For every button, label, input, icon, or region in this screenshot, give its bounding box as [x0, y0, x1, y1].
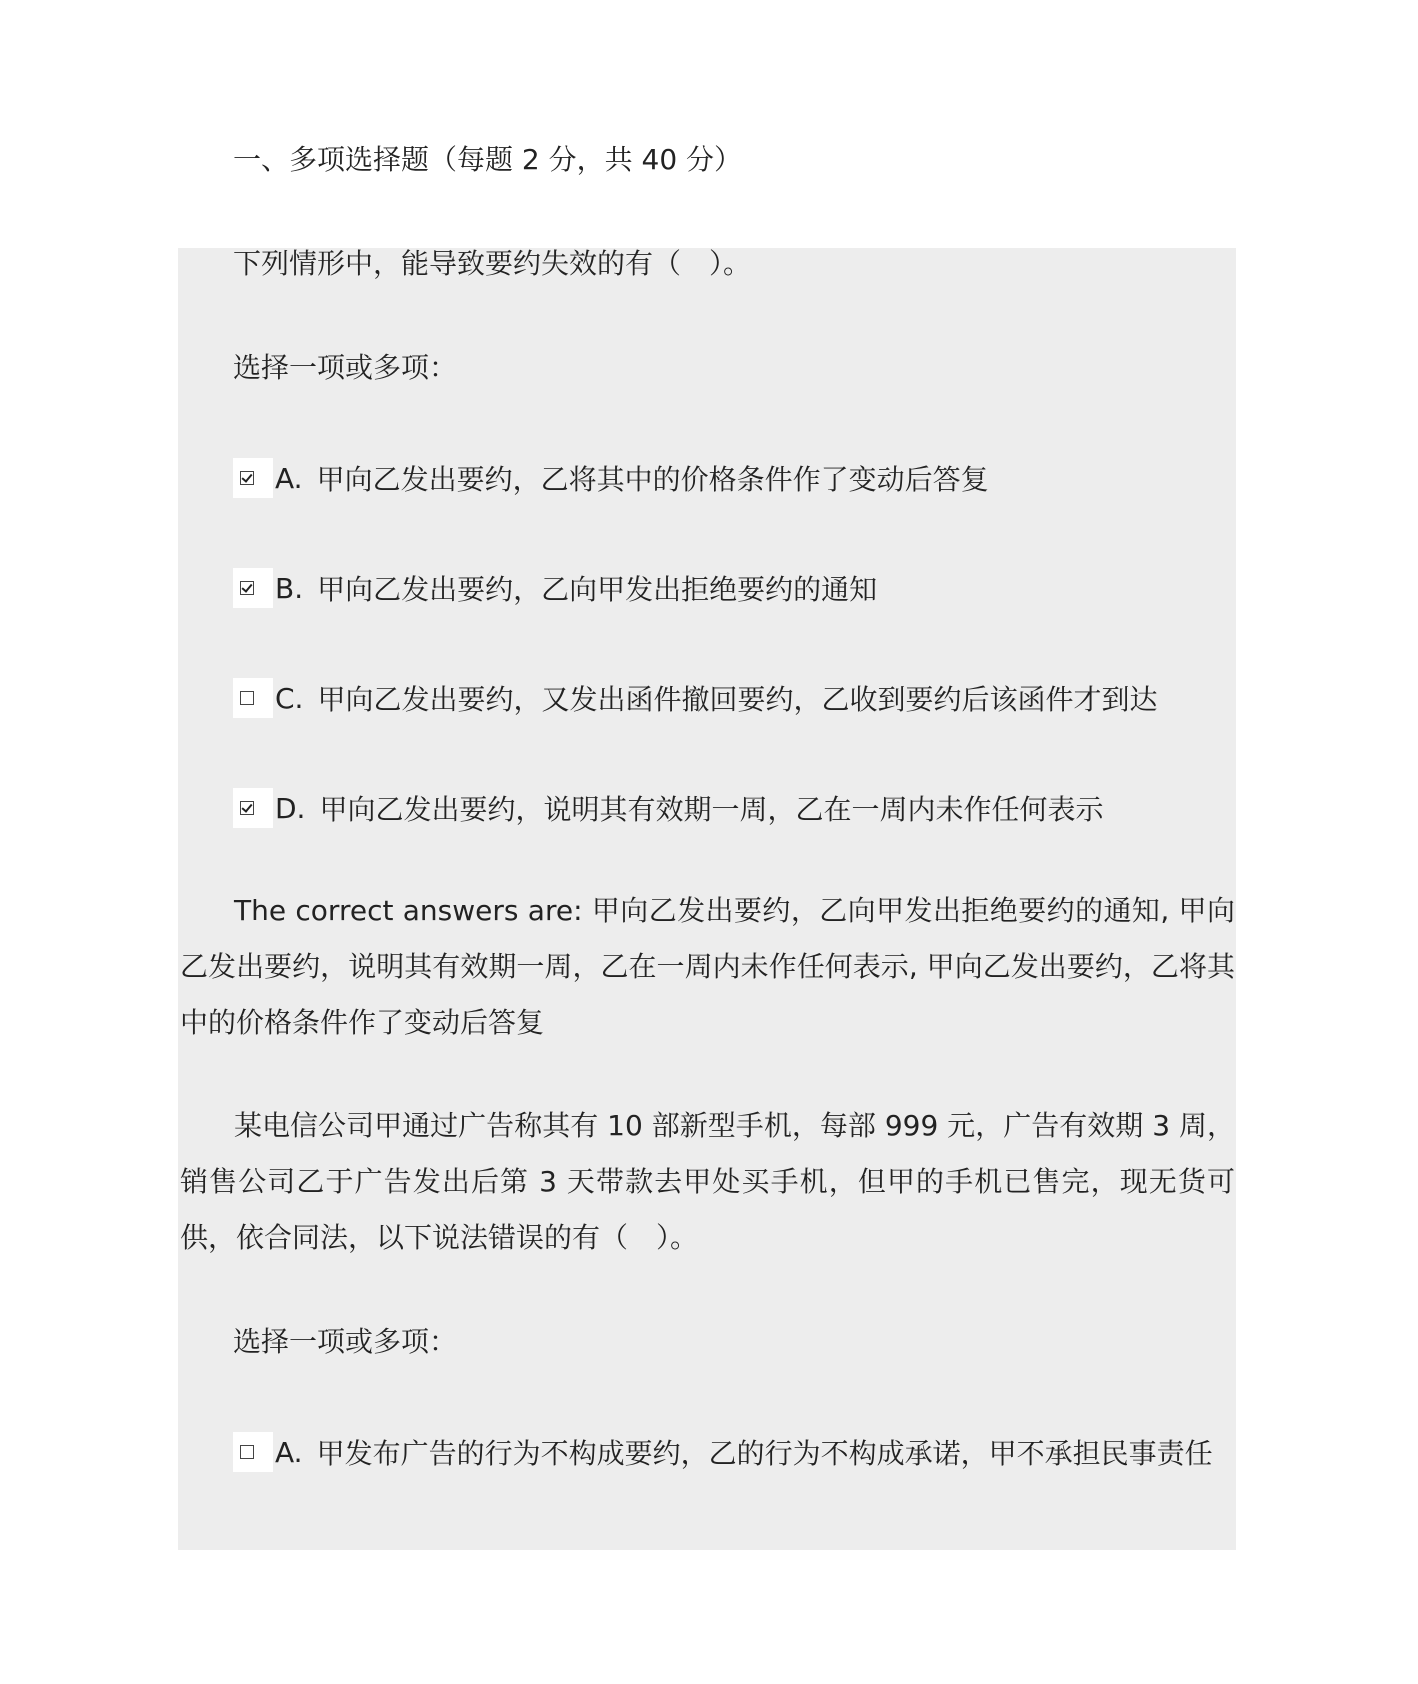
question-1-option-c[interactable] [233, 678, 1157, 718]
question-1-option-b[interactable] [233, 568, 877, 608]
option-text: 甲向乙发出要约，又发出函件撤回要约，乙收到要约后该函件才到达 [317, 683, 1158, 716]
option-letter: D. [275, 791, 306, 825]
checkbox-c[interactable] [233, 678, 273, 718]
question-2-prompt: 选择一项或多项： [233, 1325, 458, 1358]
checkbox-checked-icon [240, 581, 254, 595]
question-1-prompt: 选择一项或多项： [233, 351, 458, 384]
checkbox-checked-icon [240, 801, 254, 815]
option-text: 甲向乙发出要约，乙将其中的价格条件作了变动后答复 [316, 463, 989, 496]
option-text: 甲发布广告的行为不构成要约，乙的行为不构成承诺，甲不承担民事责任 [316, 1437, 1213, 1470]
option-letter: A. [275, 461, 303, 495]
checkbox-a[interactable] [233, 458, 273, 498]
question-1-option-a[interactable] [233, 458, 989, 498]
checkbox-a[interactable] [233, 1432, 273, 1472]
section-heading: 一、多项选择题（每题 2 分，共 40 分） [233, 143, 743, 176]
checkbox-unchecked-icon [240, 691, 254, 705]
checkbox-d[interactable] [233, 788, 273, 828]
option-text: 甲向乙发出要约，说明其有效期一周，乙在一周内未作任何表示 [319, 793, 1104, 826]
question-1-stem: 下列情形中，能导致要约失效的有（ ）。 [233, 247, 752, 280]
checkbox-b[interactable] [233, 568, 273, 608]
option-text: 甲向乙发出要约，乙向甲发出拒绝要约的通知 [317, 573, 878, 606]
option-letter: B. [275, 571, 304, 605]
checkbox-unchecked-icon [240, 1445, 254, 1459]
question-1-option-d[interactable] [233, 788, 1103, 828]
checkbox-checked-icon [240, 471, 254, 485]
option-letter: A. [275, 1435, 303, 1469]
question-2-stem: 某电信公司甲通过广告称其有 10 部新型手机，每部 999 元，广告有效期 3 周，销售公司乙于广告发出后第 3 天带款去甲处买手机，但甲的手机已售完，现无货可供，依合同法，以下说法错误的有（ ）。 [180, 1109, 1235, 1254]
question-1-correct-answer: The correct answers are: 甲向乙发出要约，乙向甲发出拒绝要约的通知, 甲向乙发出要约，说明其有效期一周，乙在一周内未作任何表示, 甲向乙发出要约，乙将其中的价格条件作了变动后答复 [180, 894, 1235, 1039]
option-letter: C. [275, 681, 304, 715]
question-2-option-a[interactable] [233, 1432, 1213, 1472]
